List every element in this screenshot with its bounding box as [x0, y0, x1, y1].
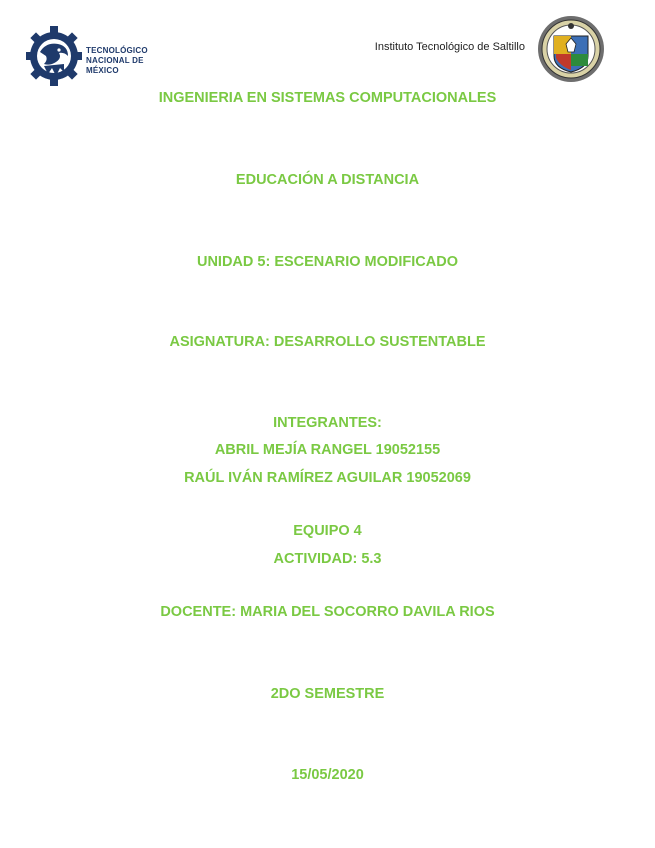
logo-text-line1: TECNOLÓGICO [86, 46, 148, 55]
institute-seal-icon [536, 14, 606, 84]
logo-text-line2: NACIONAL DE MÉXICO [86, 56, 144, 75]
tecnm-logo [26, 22, 176, 92]
activity-label: ACTIVIDAD: 5.3 [273, 551, 382, 567]
career-title: INGENIERIA EN SISTEMAS COMPUTACIONALES [158, 90, 497, 106]
document-header [0, 0, 655, 90]
teacher-label: DOCENTE: MARIA DEL SOCORRO DAVILA RIOS [160, 604, 495, 620]
team-label: EQUIPO 4 [293, 523, 362, 539]
members-heading: INTEGRANTES: [273, 415, 382, 431]
subject-title: ASIGNATURA: DESARROLLO SUSTENTABLE [169, 334, 486, 350]
tecnm-logo-text [86, 46, 176, 76]
member-item: RAÚL IVÁN RAMÍREZ AGUILAR 19052069 [184, 470, 471, 486]
semester-label: 2DO SEMESTRE [270, 686, 385, 702]
tecnm-emblem-icon [26, 22, 82, 90]
modality-title: EDUCACIÓN A DISTANCIA [235, 172, 420, 188]
institute-name: Instituto Tecnológico de Saltillo [374, 41, 525, 53]
member-item: ABRIL MEJÍA RANGEL 19052155 [214, 442, 441, 458]
unit-title: UNIDAD 5: ESCENARIO MODIFICADO [196, 254, 458, 270]
date-label: 15/05/2020 [291, 767, 364, 783]
